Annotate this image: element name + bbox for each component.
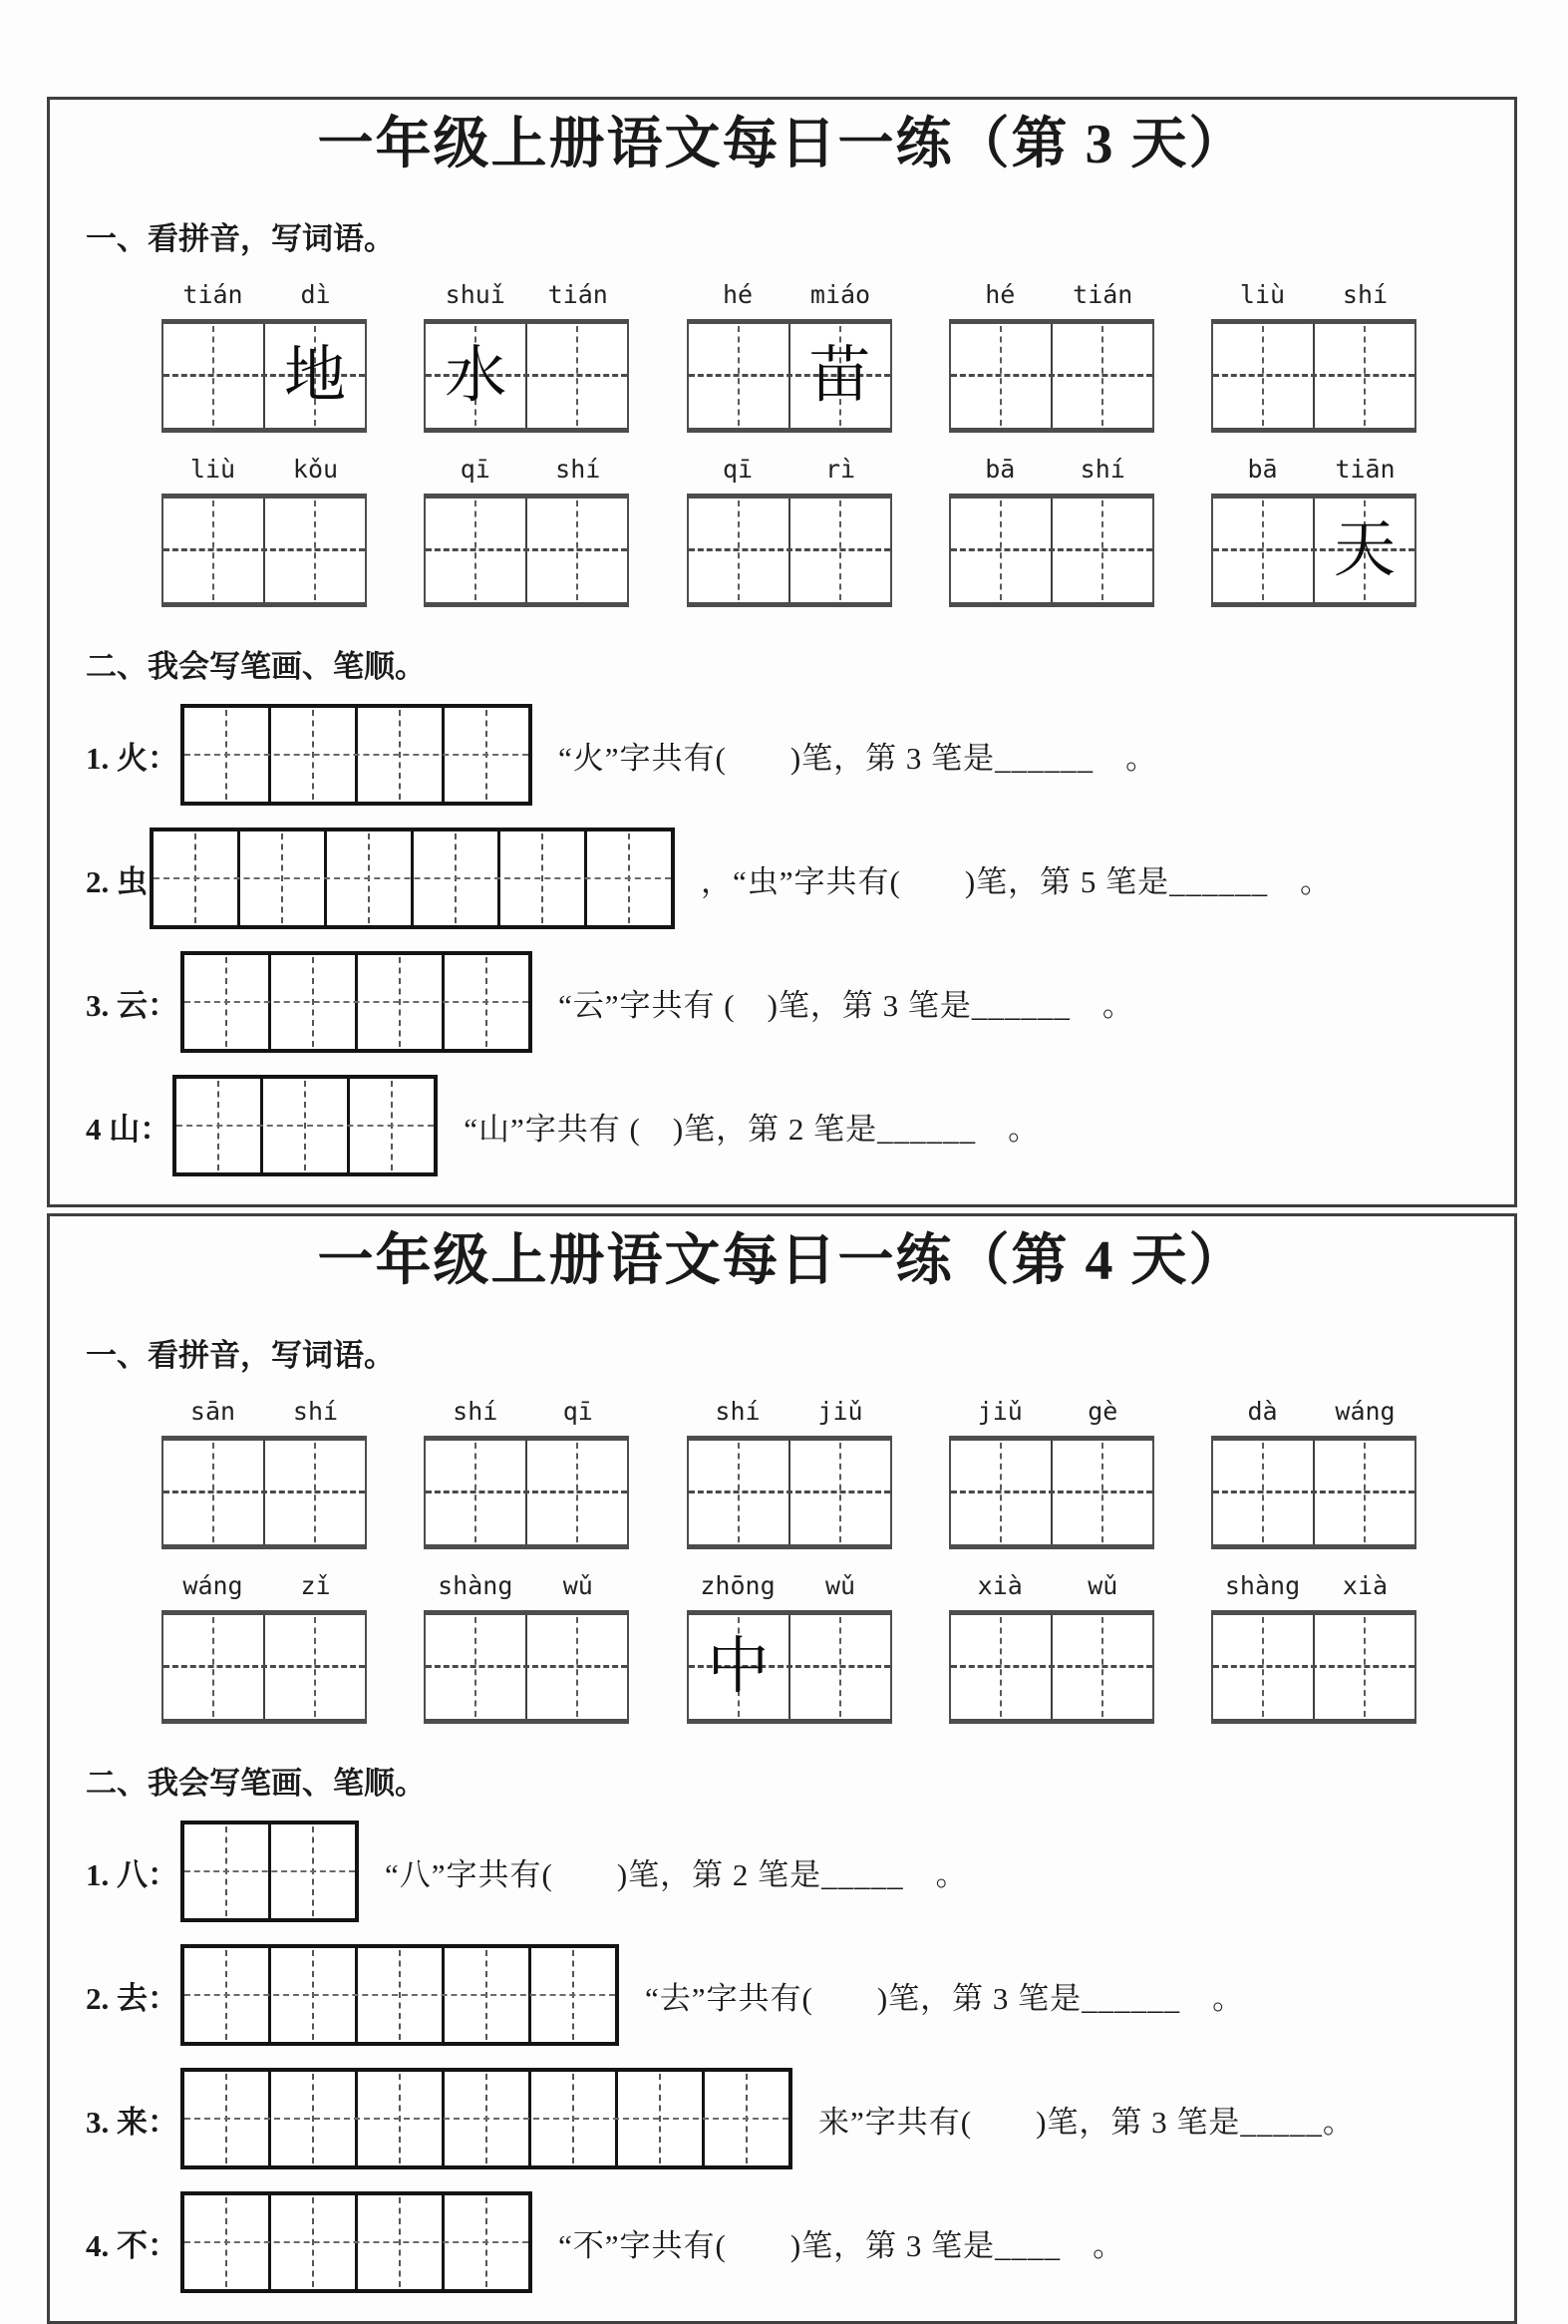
writing-grid — [687, 1610, 892, 1724]
stroke-cell[interactable] — [355, 1948, 442, 2042]
pinyin-word-box — [161, 455, 367, 607]
stroke-item-label: 2. 去： — [86, 1980, 178, 2016]
writing-grid — [161, 319, 367, 433]
writing-grid — [1211, 319, 1416, 433]
stroke-cell[interactable] — [237, 831, 324, 925]
stroke-cell[interactable] — [615, 2072, 702, 2165]
pinyin-label — [949, 1571, 1154, 1600]
pinyin-syllable: wáng — [1335, 1397, 1396, 1426]
pinyin-label — [949, 455, 1154, 484]
stroke-cell[interactable] — [176, 1079, 260, 1172]
stroke-grid — [180, 2068, 792, 2169]
pinyin-word-box — [949, 280, 1154, 433]
writing-cell[interactable] — [1213, 498, 1313, 602]
stroke-item-label: 1. 八： — [86, 1856, 178, 1892]
stroke-cell[interactable] — [184, 2195, 268, 2289]
day-3-section — [47, 97, 1517, 1207]
writing-grid — [949, 1436, 1154, 1549]
pinyin-label — [1211, 1397, 1416, 1426]
writing-cell[interactable] — [1313, 1441, 1414, 1544]
writing-grid — [424, 1436, 629, 1549]
stroke-item — [86, 1940, 1514, 2050]
pinyin-label — [424, 455, 629, 484]
stroke-cell[interactable] — [184, 2072, 268, 2165]
pinyin-syllable: jiǔ — [817, 1397, 863, 1426]
writing-grid — [161, 1436, 367, 1549]
pinyin-label — [687, 1397, 892, 1426]
stroke-question: “不”字共有( )笔，第 3 笔是____ 。 — [558, 2227, 1125, 2263]
pinyin-syllable: liù — [189, 455, 236, 484]
pinyin-syllable: shí — [555, 455, 601, 484]
writing-grid — [687, 1436, 892, 1549]
part1-heading: 一、看拼音，写词语。 — [86, 221, 395, 256]
stroke-cell[interactable] — [442, 708, 528, 802]
writing-grid — [1211, 494, 1416, 607]
pinyin-syllable: shàng — [438, 1571, 513, 1600]
pinyin-label — [1211, 1571, 1416, 1600]
stroke-exercise — [86, 700, 1514, 1180]
stroke-item — [86, 947, 1514, 1057]
writing-cell[interactable] — [426, 1441, 525, 1544]
stroke-grid — [180, 704, 532, 806]
stroke-cell[interactable] — [184, 708, 268, 802]
stroke-item-label: 4. 不： — [86, 2227, 178, 2263]
writing-cell[interactable] — [1213, 1615, 1313, 1719]
stroke-item — [86, 1071, 1514, 1180]
writing-cell[interactable] — [689, 498, 788, 602]
pinyin-syllable: shí — [1342, 280, 1389, 309]
writing-cell[interactable] — [525, 324, 627, 428]
writing-cell[interactable] — [163, 1441, 263, 1544]
stroke-cell[interactable] — [268, 955, 355, 1049]
pinyin-word-box — [1211, 1571, 1416, 1724]
pinyin-syllable: liù — [1239, 280, 1286, 309]
pinyin-syllable: zhōng — [700, 1571, 776, 1600]
stroke-grid — [180, 2191, 532, 2293]
pinyin-word-box — [949, 455, 1154, 607]
stroke-cell[interactable] — [442, 1948, 528, 2042]
pinyin-syllable: dà — [1247, 1397, 1278, 1426]
writing-grid — [687, 494, 892, 607]
stroke-item — [86, 2064, 1514, 2173]
pinyin-syllable: bā — [1247, 455, 1278, 484]
pinyin-row — [50, 455, 1514, 607]
pinyin-syllable: shàng — [1224, 1571, 1301, 1600]
stroke-cell[interactable] — [497, 831, 584, 925]
stroke-question: “山”字共有 ( )笔，第 2 笔是______ 。 — [464, 1111, 1041, 1147]
stroke-item-label: 2. 虫 — [86, 863, 148, 899]
pinyin-syllable: sān — [189, 1397, 236, 1426]
pinyin-syllable: tián — [1073, 280, 1133, 309]
writing-grid — [949, 319, 1154, 433]
stroke-cell[interactable] — [184, 1825, 268, 1918]
stroke-question: “去”字共有( )笔，第 3 笔是______ 。 — [645, 1980, 1245, 2016]
writing-cell[interactable] — [426, 1615, 525, 1719]
writing-cell[interactable] — [1313, 324, 1414, 428]
part2-heading: 二、我会写笔画、笔顺。 — [86, 649, 426, 684]
writing-cell[interactable] — [951, 1615, 1051, 1719]
writing-cell[interactable] — [426, 324, 525, 428]
writing-grid — [1211, 1436, 1416, 1549]
pinyin-label — [161, 455, 367, 484]
pinyin-syllable: shí — [453, 1397, 498, 1426]
writing-cell[interactable] — [951, 324, 1051, 428]
stroke-cell[interactable] — [528, 2072, 615, 2165]
writing-grid — [949, 1610, 1154, 1724]
stroke-question: “八”字共有( )笔，第 2 笔是_____ 。 — [385, 1856, 968, 1892]
stroke-grid — [180, 1944, 619, 2046]
stroke-grid — [180, 1821, 359, 1922]
writing-grid — [687, 319, 892, 433]
pinyin-syllable: zǐ — [300, 1571, 331, 1600]
stroke-item — [86, 824, 1514, 933]
writing-cell[interactable] — [788, 1615, 890, 1719]
pinyin-label — [424, 1397, 629, 1426]
writing-grid — [1211, 1610, 1416, 1724]
prefilled-character: 苗 — [808, 342, 871, 410]
writing-grid — [949, 494, 1154, 607]
stroke-item — [86, 1817, 1514, 1926]
writing-cell[interactable] — [1213, 324, 1313, 428]
pinyin-word-box — [161, 1571, 367, 1724]
pinyin-syllable: gè — [1088, 1397, 1118, 1426]
pinyin-word-box — [424, 280, 629, 433]
writing-cell[interactable] — [263, 498, 365, 602]
pinyin-syllable: rì — [824, 455, 856, 484]
stroke-cell[interactable] — [184, 1948, 268, 2042]
stroke-cell[interactable] — [268, 2072, 355, 2165]
pinyin-row — [50, 1397, 1514, 1549]
writing-cell[interactable] — [525, 1615, 627, 1719]
stroke-cell[interactable] — [268, 1948, 355, 2042]
stroke-cell[interactable] — [442, 955, 528, 1049]
pinyin-word-box — [424, 1397, 629, 1549]
pinyin-syllable: dì — [300, 280, 331, 309]
stroke-cell[interactable] — [411, 831, 497, 925]
part2-heading: 二、我会写笔画、笔顺。 — [86, 1766, 426, 1801]
pinyin-word-box — [687, 280, 892, 433]
stroke-item-label: 1. 火： — [86, 740, 178, 776]
stroke-cell[interactable] — [268, 2195, 355, 2289]
pinyin-syllable: tián — [547, 280, 608, 309]
pinyin-exercise — [50, 280, 1514, 607]
stroke-cell[interactable] — [184, 955, 268, 1049]
pinyin-syllable: hé — [985, 280, 1016, 309]
stroke-item-label: 4 山： — [86, 1111, 171, 1147]
writing-grid — [161, 494, 367, 607]
pinyin-label — [424, 280, 629, 309]
pinyin-word-box — [1211, 455, 1416, 607]
pinyin-label — [424, 1571, 629, 1600]
stroke-cell[interactable] — [355, 708, 442, 802]
writing-cell[interactable] — [163, 498, 263, 602]
stroke-cell[interactable] — [324, 831, 411, 925]
pinyin-syllable: wǔ — [1088, 1571, 1118, 1600]
pinyin-label — [161, 280, 367, 309]
stroke-grid — [172, 1075, 438, 1176]
stroke-question: “云”字共有 ( )笔，第 3 笔是______ 。 — [558, 987, 1134, 1023]
writing-cell[interactable] — [263, 1615, 365, 1719]
writing-cell[interactable] — [689, 1615, 788, 1719]
stroke-cell[interactable] — [268, 1825, 355, 1918]
stroke-item — [86, 2187, 1514, 2297]
stroke-item-label: 3. 来： — [86, 2104, 178, 2140]
writing-cell[interactable] — [525, 1441, 627, 1544]
stroke-grid — [180, 951, 532, 1053]
stroke-cell[interactable] — [154, 831, 237, 925]
writing-cell[interactable] — [163, 1615, 263, 1719]
stroke-question: “火”字共有( )笔，第 3 笔是______ 。 — [558, 740, 1158, 776]
pinyin-label — [1211, 455, 1416, 484]
pinyin-word-box — [687, 1397, 892, 1549]
prefilled-character: 中 — [707, 1633, 770, 1701]
pinyin-label — [687, 280, 892, 309]
pinyin-syllable: wǔ — [824, 1571, 856, 1600]
prefilled-character: 水 — [445, 342, 507, 410]
stroke-cell[interactable] — [584, 831, 671, 925]
writing-cell[interactable] — [263, 324, 365, 428]
stroke-cell[interactable] — [355, 2072, 442, 2165]
pinyin-word-box — [1211, 1397, 1416, 1549]
pinyin-syllable: xià — [1342, 1571, 1389, 1600]
writing-cell[interactable] — [689, 1441, 788, 1544]
pinyin-word-box — [424, 455, 629, 607]
pinyin-syllable: shuǐ — [445, 280, 505, 309]
prefilled-character: 地 — [283, 342, 346, 410]
writing-cell[interactable] — [163, 324, 263, 428]
writing-cell[interactable] — [1051, 1441, 1152, 1544]
prefilled-character: 天 — [1333, 516, 1396, 584]
pinyin-word-box — [161, 1397, 367, 1549]
pinyin-syllable: qī — [722, 455, 754, 484]
stroke-cell[interactable] — [268, 708, 355, 802]
pinyin-label — [161, 1397, 367, 1426]
writing-cell[interactable] — [788, 498, 890, 602]
pinyin-syllable: kǒu — [292, 455, 339, 484]
stroke-item-label: 3. 云： — [86, 987, 178, 1023]
pinyin-syllable: miáo — [809, 280, 871, 309]
stroke-cell[interactable] — [260, 1079, 347, 1172]
pinyin-word-box — [949, 1397, 1154, 1549]
writing-cell[interactable] — [689, 324, 788, 428]
pinyin-label — [949, 280, 1154, 309]
stroke-grid — [150, 828, 675, 929]
pinyin-syllable: wáng — [182, 1571, 243, 1600]
pinyin-word-box — [161, 280, 367, 433]
pinyin-syllable: qī — [562, 1397, 593, 1426]
stroke-cell[interactable] — [442, 2195, 528, 2289]
stroke-cell[interactable] — [355, 2195, 442, 2289]
stroke-cell[interactable] — [528, 1948, 615, 2042]
day-4-section — [47, 1213, 1517, 2324]
pinyin-syllable: hé — [722, 280, 754, 309]
pinyin-syllable: shí — [715, 1397, 761, 1426]
writing-cell[interactable] — [1313, 498, 1414, 602]
writing-cell[interactable] — [788, 324, 890, 428]
pinyin-syllable: bā — [985, 455, 1016, 484]
writing-grid — [424, 494, 629, 607]
page-title: 一年级上册语文每日一练（第 3 天） — [317, 114, 1247, 175]
pinyin-syllable: tián — [182, 280, 243, 309]
writing-cell[interactable] — [426, 498, 525, 602]
pinyin-word-box — [949, 1571, 1154, 1724]
pinyin-syllable: wǔ — [562, 1571, 593, 1600]
writing-cell[interactable] — [788, 1441, 890, 1544]
pinyin-syllable: qī — [460, 455, 490, 484]
pinyin-label — [1211, 280, 1416, 309]
pinyin-label — [161, 1571, 367, 1600]
stroke-question: 来”字共有( )笔，第 3 笔是_____。 — [818, 2104, 1355, 2140]
pinyin-syllable: xià — [977, 1571, 1023, 1600]
part1-heading: 一、看拼音，写词语。 — [86, 1338, 395, 1373]
pinyin-word-box — [687, 1571, 892, 1724]
pinyin-label — [949, 1397, 1154, 1426]
pinyin-word-box — [424, 1571, 629, 1724]
stroke-cell[interactable] — [442, 2072, 528, 2165]
pinyin-syllable: jiǔ — [977, 1397, 1023, 1426]
writing-cell[interactable] — [951, 498, 1051, 602]
writing-cell[interactable] — [1213, 1441, 1313, 1544]
writing-cell[interactable] — [1051, 498, 1152, 602]
pinyin-label — [687, 1571, 892, 1600]
pinyin-row — [50, 1571, 1514, 1724]
writing-grid — [424, 1610, 629, 1724]
stroke-item — [86, 700, 1514, 810]
stroke-cell[interactable] — [355, 955, 442, 1049]
page-title: 一年级上册语文每日一练（第 4 天） — [317, 1230, 1247, 1292]
pinyin-word-box — [687, 455, 892, 607]
writing-cell[interactable] — [1051, 1615, 1152, 1719]
pinyin-syllable: tiān — [1335, 455, 1396, 484]
writing-cell[interactable] — [1313, 1615, 1414, 1719]
pinyin-syllable: shí — [292, 1397, 339, 1426]
stroke-cell[interactable] — [702, 2072, 788, 2165]
stroke-exercise — [86, 1817, 1514, 2297]
pinyin-label — [687, 455, 892, 484]
pinyin-row — [50, 280, 1514, 433]
stroke-question: ，“虫”字共有( )笔，第 5 笔是______ 。 — [701, 863, 1333, 899]
writing-cell[interactable] — [263, 1441, 365, 1544]
writing-grid — [161, 1610, 367, 1724]
writing-cell[interactable] — [525, 498, 627, 602]
writing-cell[interactable] — [951, 1441, 1051, 1544]
pinyin-syllable: shí — [1080, 455, 1125, 484]
writing-grid — [424, 319, 629, 433]
pinyin-exercise — [50, 1397, 1514, 1724]
stroke-cell[interactable] — [347, 1079, 434, 1172]
writing-cell[interactable] — [1051, 324, 1152, 428]
pinyin-word-box — [1211, 280, 1416, 433]
